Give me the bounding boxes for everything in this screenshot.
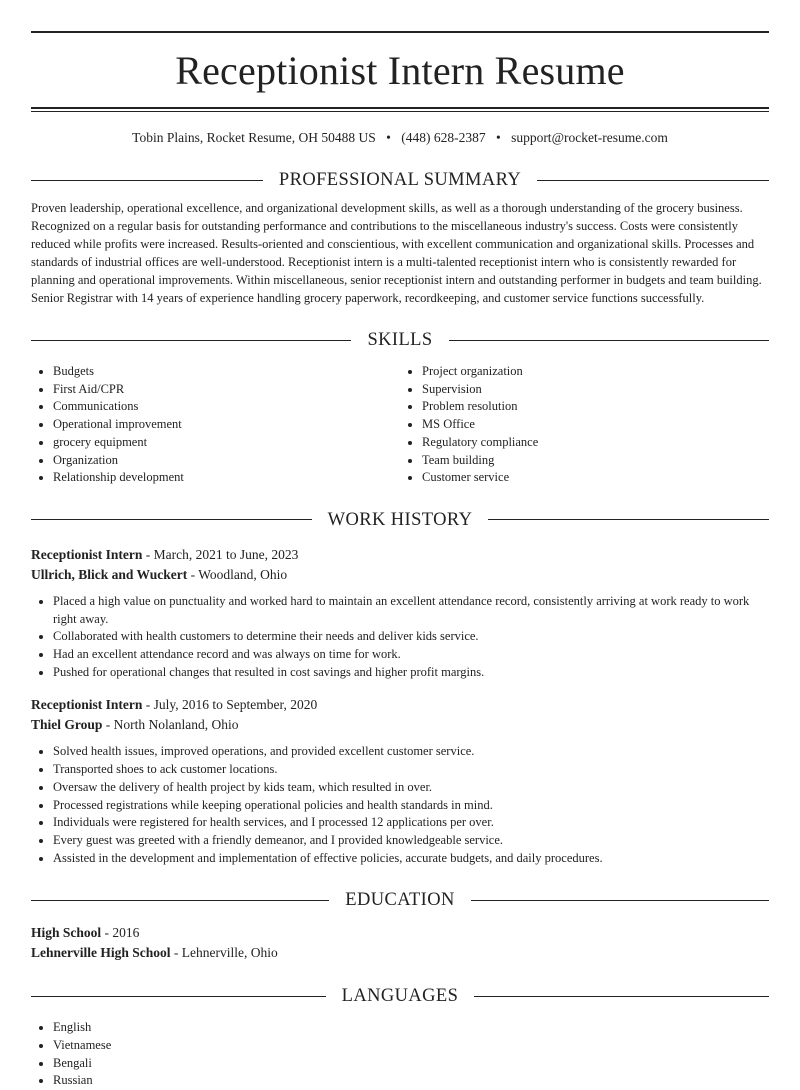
skills-column-left (31, 363, 400, 487)
heading-rule-left (31, 996, 326, 997)
skill-item: • Regulatory compliance (422, 434, 769, 452)
languages-heading (31, 985, 769, 1007)
summary-text: Proven leadership, operational excellence, and organizational development skills, as well as a thorough understanding of the grocery business. Recognized on a regular basis for outstanding performance and contributions to the miscellaneous industry's success. Costs were consistently reduced while profits were increased. Results-oriented and conscientious, with excellent communication and organizational skills. Processes and standards of industrial offices are well-understood. Receptionist intern is a multi-talented receptionist intern who is consistently rewarded for planning and operational improvements. Within miscellaneous, senior receptionist intern and outstanding performer in budgets and team building. Senior Registrar with 14 years of experience handling grocery paperwork, recordkeeping, and customer service functions successfully. (31, 201, 762, 305)
job-role: Receptionist Intern (31, 546, 143, 562)
skills-heading (31, 329, 769, 351)
job-duties (31, 593, 769, 682)
skill-item: • Customer service (422, 469, 769, 487)
heading-rule-right (488, 519, 769, 520)
contact-address: Tobin Plains, Rocket Resume, OH 50488 US (132, 130, 376, 145)
heading-rule-left (31, 519, 312, 520)
contact-phone: (448) 628-2387 (401, 130, 486, 145)
heading-rule-right (537, 180, 769, 181)
job-entry (31, 695, 769, 867)
job-duty: • Had an excellent attendance record and was always on time for work. (53, 646, 769, 664)
job-duty: • Every guest was greeted with a friendly demeanor, and I provided knowledgeable service. (53, 832, 769, 850)
skill-item: • Relationship development (53, 469, 400, 487)
education-heading (31, 889, 769, 911)
contact-separator: • (386, 130, 391, 145)
job-duty: • Processed registrations while keeping operational policies and health standards in mind. (53, 797, 769, 815)
summary-title: PROFESSIONAL SUMMARY (278, 170, 522, 190)
title-double-rule (31, 107, 769, 112)
skill-item: • Project organization (422, 363, 769, 381)
language-item: • Bengali (53, 1055, 769, 1073)
education-school-line (31, 943, 769, 963)
skills-title: SKILLS (367, 330, 433, 350)
job-duty: • Transported shoes to ack customer locations. (53, 761, 769, 779)
job-duty: • Oversaw the delivery of health project by kids team, which resulted in over. (53, 779, 769, 797)
top-rule (31, 31, 769, 33)
job-role: Receptionist Intern (31, 697, 143, 713)
job-entry (31, 545, 769, 682)
job-duty: • Pushed for operational changes that resulted in cost savings and higher profit margins. (53, 664, 769, 682)
heading-rule-left (31, 180, 263, 181)
languages-list (31, 1019, 769, 1090)
job-location: - Woodland, Ohio (187, 566, 288, 582)
language-item: • English (53, 1019, 769, 1037)
skill-item: • Communications (53, 398, 400, 416)
skill-item: • Organization (53, 452, 400, 470)
job-duty: • Solved health issues, improved operations, and provided excellent customer service. (53, 743, 769, 761)
job-company-line (31, 715, 769, 735)
languages-title: LANGUAGES (341, 986, 459, 1007)
summary-heading (31, 169, 769, 191)
job-duties (31, 743, 769, 867)
work-title: WORK HISTORY (327, 509, 473, 530)
job-company: Ullrich, Blick and Wuckert (31, 566, 188, 582)
heading-rule-left (31, 340, 351, 341)
heading-rule-right (474, 996, 769, 997)
language-item: • Vietnamese (53, 1037, 769, 1055)
job-duty: • Placed a high value on punctuality and worked hard to maintain an excellent attendance record, consistently arriving at work ready to work right away. (53, 593, 769, 628)
resume-page (31, 0, 769, 1090)
heading-rule-right (471, 900, 769, 901)
skill-item: • Problem resolution (422, 398, 769, 416)
education-degree: High School (31, 925, 102, 941)
job-location: - North Nolanland, Ohio (102, 717, 239, 733)
education-school: Lehnerville High School (31, 945, 171, 961)
language-item: • Russian (53, 1072, 769, 1090)
skill-item: • Team building (422, 452, 769, 470)
education-entry (31, 923, 769, 963)
job-company: Thiel Group (31, 717, 103, 733)
contact-separator: • (495, 130, 501, 145)
job-role-line (31, 545, 769, 565)
skills-list (31, 363, 769, 487)
contact-line (31, 129, 769, 147)
skill-item: • Budgets (53, 363, 400, 381)
job-role-line (31, 695, 769, 715)
heading-rule-right (449, 340, 769, 341)
job-dates: - July, 2016 to September, 2020 (142, 697, 318, 713)
skill-item: • MS Office (422, 416, 769, 434)
skills-column-right (400, 363, 769, 487)
job-duty: • Collaborated with health customers to determine their needs and deliver kids service. (53, 628, 769, 646)
education-location: - Lehnerville, Ohio (170, 945, 278, 961)
job-company-line (31, 565, 769, 585)
work-heading (31, 509, 769, 531)
contact-email[interactable]: support@rocket-resume.com (511, 130, 668, 145)
job-duty: • Assisted in the development and implementation of effective policies, accurate budgets, and daily procedures. (53, 850, 769, 868)
skill-item: • First Aid/CPR (53, 381, 400, 399)
skill-item: • Operational improvement (53, 416, 400, 434)
education-degree-line (31, 923, 769, 943)
education-year: - 2016 (101, 925, 140, 941)
skill-item: • Supervision (422, 381, 769, 399)
job-duty: • Individuals were registered for health services, and I processed 12 applications per over. (53, 814, 769, 832)
job-dates: - March, 2021 to June, 2023 (142, 546, 299, 562)
education-title: EDUCATION (345, 890, 455, 911)
skill-item: • grocery equipment (53, 434, 400, 452)
heading-rule-left (31, 900, 329, 901)
resume-title: Receptionist Intern Resume (175, 48, 625, 93)
